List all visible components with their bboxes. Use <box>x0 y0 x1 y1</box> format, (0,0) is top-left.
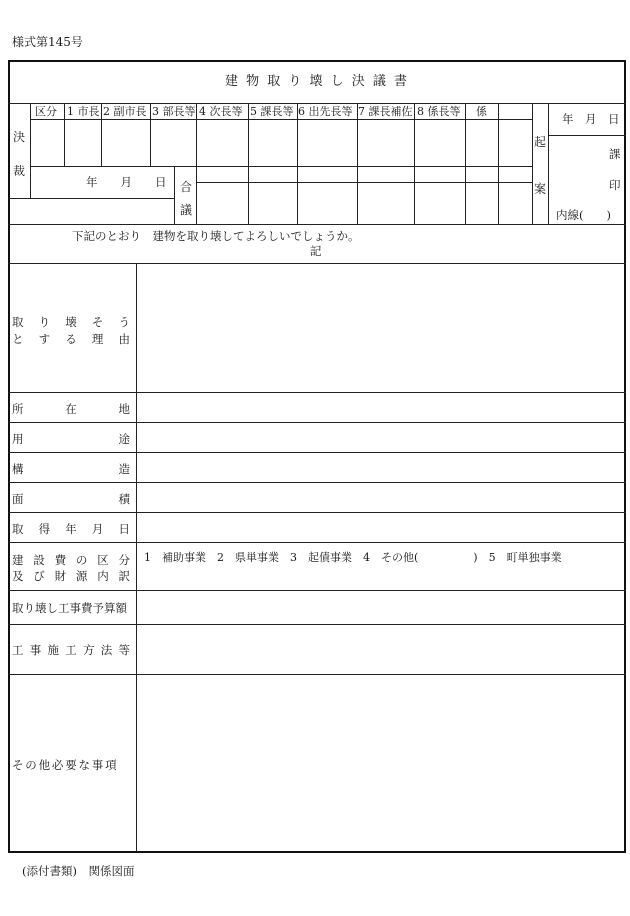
ki-label: 記 <box>310 244 322 258</box>
stamp-slot-kubun[interactable] <box>31 120 64 166</box>
intro-text: 下記のとおり 建物を取り壊してよろしいでしょうか。 <box>72 229 360 243</box>
form-number: 様式第145号 <box>12 35 83 49</box>
label-area: 面 積 <box>12 492 130 506</box>
field-other[interactable] <box>138 676 624 850</box>
divider <box>8 590 626 591</box>
header-branch-chief: 6 出先長等 <box>298 105 353 118</box>
stamp-slot-director[interactable] <box>151 120 196 166</box>
divider <box>174 166 175 224</box>
kian-extension[interactable]: 内線( ) <box>556 208 611 222</box>
divider <box>196 182 532 183</box>
divider <box>532 103 533 224</box>
divider <box>136 263 137 852</box>
divider <box>8 263 626 264</box>
kessai-date[interactable]: 年 月 日 <box>86 175 167 189</box>
label-budget: 取り壊し工事費予算額 <box>12 601 127 615</box>
stamp-slot-section-chief[interactable] <box>249 120 297 166</box>
label-usage: 用 途 <box>12 432 130 446</box>
label-reason-line2: と す る 理 由 <box>12 332 130 346</box>
stamp-slot-staff[interactable] <box>466 120 498 166</box>
kessai-label-bottom: 裁 <box>13 164 26 178</box>
stamp-slot-assistant-chief[interactable] <box>358 120 414 166</box>
field-structure[interactable] <box>138 454 624 481</box>
kian-seal: 印 <box>609 178 621 192</box>
divider <box>548 135 626 136</box>
header-vice-mayor: 2 副市長 <box>103 105 147 118</box>
cost-source-options[interactable]: 1 補助事業 2 県単事業 3 起債事業 4 その他( ) 5 町単独事業 <box>144 551 562 564</box>
header-kubun: 区分 <box>35 105 57 118</box>
label-method: 工 事 施 工 方 法 等 <box>12 643 130 657</box>
field-method[interactable] <box>138 626 624 673</box>
gougi-label-bottom: 議 <box>180 203 193 217</box>
divider <box>8 452 626 453</box>
gougi-label-top: 合 <box>180 180 193 194</box>
field-usage[interactable] <box>138 424 624 451</box>
stamp-slot-deputy-director[interactable] <box>197 120 248 166</box>
stamp-slot-subsection-chief[interactable] <box>415 120 465 166</box>
divider <box>8 422 626 423</box>
divider <box>498 103 499 224</box>
kian-date[interactable]: 年 月 日 <box>562 112 620 126</box>
header-staff: 係 <box>476 105 487 118</box>
divider <box>8 624 626 625</box>
divider <box>8 542 626 543</box>
kian-ka: 課 <box>609 147 621 161</box>
divider <box>8 224 626 225</box>
kian-label-bottom: 案 <box>534 182 547 196</box>
label-cost-line2: 及 び 財 源 内 訳 <box>12 569 130 583</box>
header-subsection-chief: 8 係長等 <box>417 105 461 118</box>
field-area[interactable] <box>138 484 624 511</box>
header-assistant-chief: 7 課長補佐 <box>358 105 413 118</box>
header-director: 3 部長等 <box>152 105 196 118</box>
label-location: 所 在 地 <box>12 402 130 416</box>
divider <box>8 198 174 199</box>
header-deputy-director: 4 次長等 <box>199 105 243 118</box>
label-acquired-date: 取 得 年 月 日 <box>12 522 130 536</box>
stamp-slot-branch-chief[interactable] <box>298 120 357 166</box>
form-title: 建 物 取 り 壊 し 決 議 書 <box>224 74 410 89</box>
divider <box>8 482 626 483</box>
attachments-note: (添付書類) 関係図面 <box>22 864 135 878</box>
kian-label-top: 起 <box>534 135 547 149</box>
field-acquired-date[interactable] <box>138 514 624 541</box>
divider <box>8 674 626 675</box>
label-structure: 構 造 <box>12 462 130 476</box>
stamp-slot-vice-mayor[interactable] <box>102 120 150 166</box>
header-mayor: 1 市長 <box>67 105 100 118</box>
field-reason[interactable] <box>138 265 624 391</box>
kessai-label-top: 決 <box>13 130 26 144</box>
label-reason-line1: 取 り 壊 そ う <box>12 315 130 329</box>
label-other: その他必要な事項 <box>12 758 119 772</box>
field-budget[interactable] <box>138 592 624 623</box>
divider <box>8 392 626 393</box>
divider <box>30 166 532 167</box>
header-section-chief: 5 課長等 <box>250 105 294 118</box>
divider <box>8 512 626 513</box>
stamp-slot-mayor[interactable] <box>65 120 101 166</box>
label-cost-line1: 建 設 費 の 区 分 <box>12 553 130 567</box>
divider <box>548 103 549 224</box>
field-location[interactable] <box>138 394 624 421</box>
